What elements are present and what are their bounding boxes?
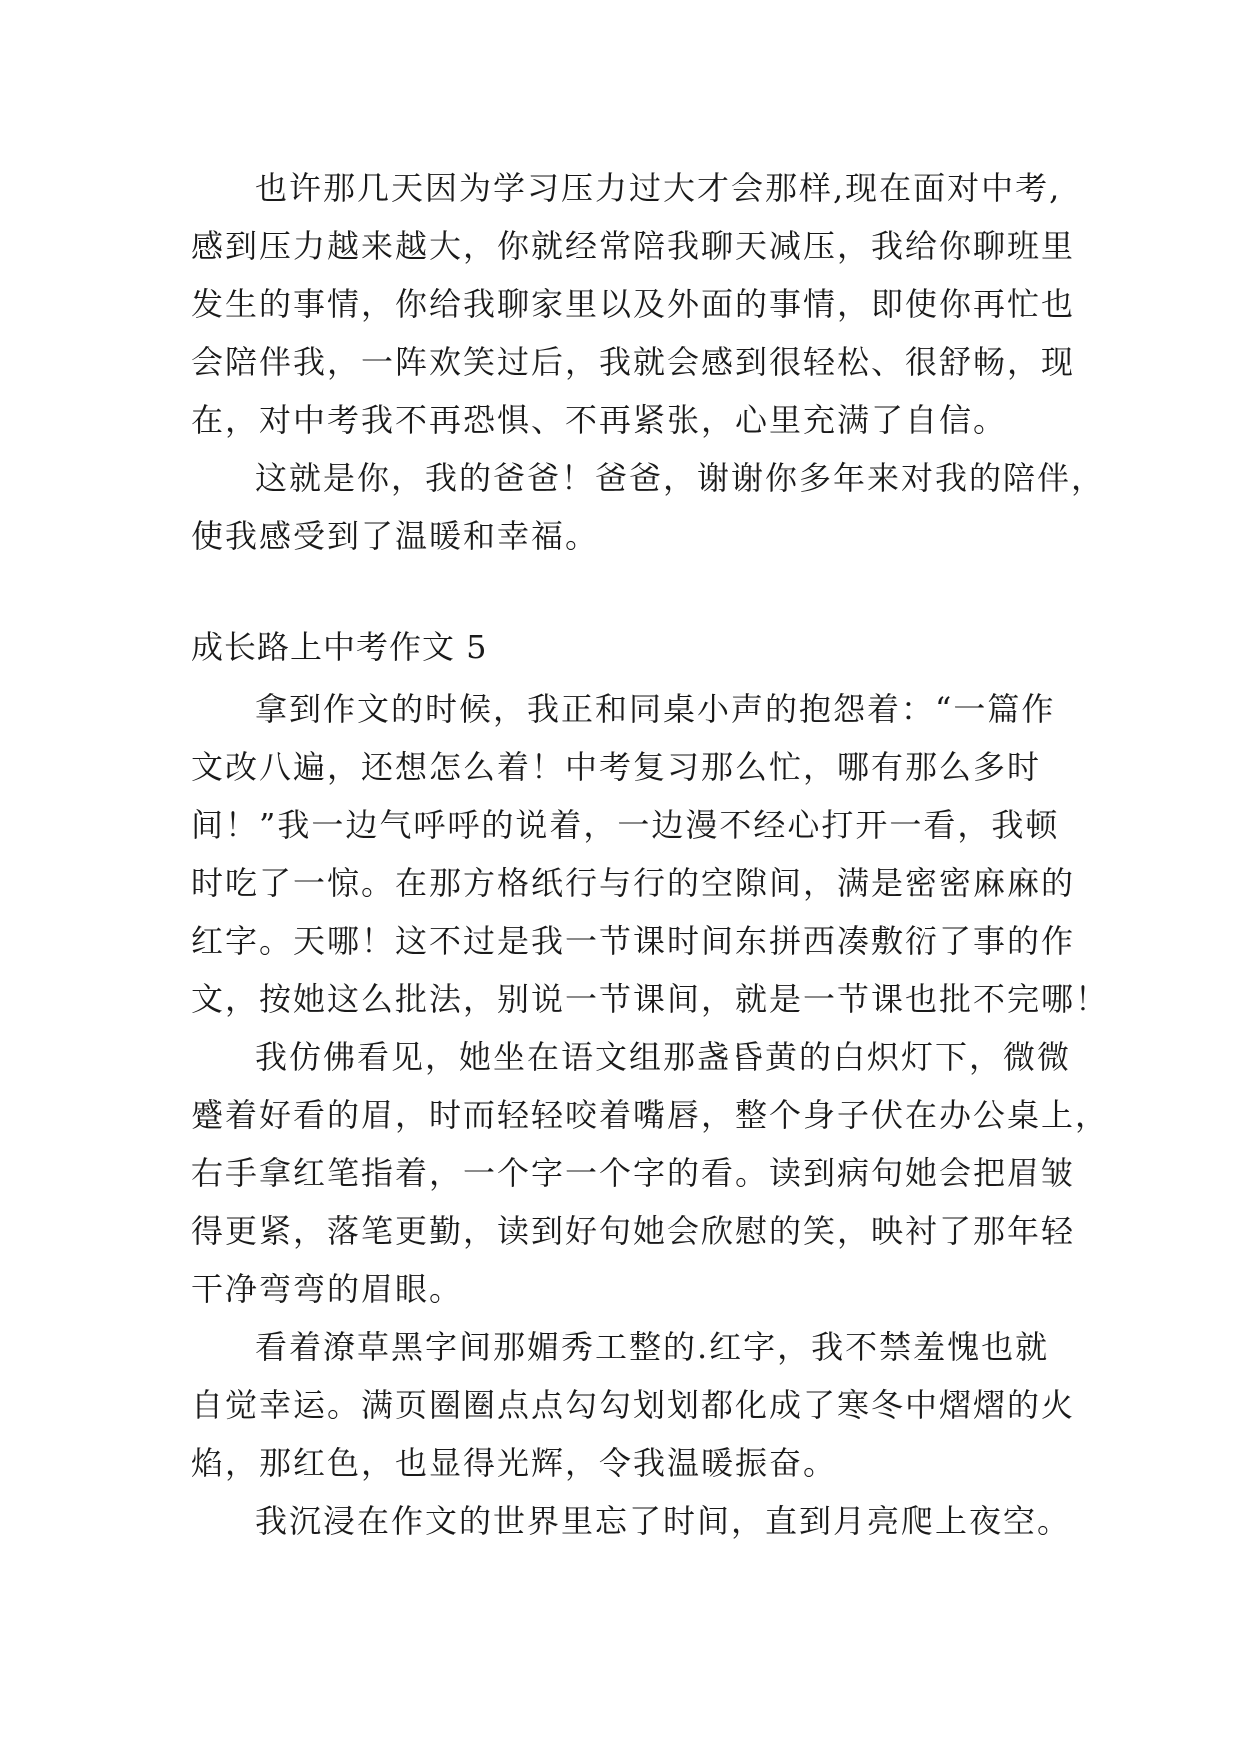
text-line: 蹙着好看的眉，时而轻轻咬着嘴唇，整个身子伏在办公桌上，: [191, 1096, 1110, 1134]
text-line: 我沉浸在作文的世界里忘了时间，直到月亮爬上夜空。: [255, 1502, 1072, 1540]
text-line: 文改八遍，还想怎么着！中考复习那么忙，哪有那么多时: [191, 748, 1042, 786]
text-line: 红字。天哪！这不过是我一节课时间东拼西凑敷衍了事的作: [191, 922, 1076, 960]
text-line: 感到压力越来越大，你就经常陪我聊天减压，我给你聊班里: [191, 227, 1076, 265]
text-line: 看着潦草黑字间那媚秀工整的.红字，我不禁羞愧也就: [255, 1328, 1050, 1366]
text-line: 自觉幸运。满页圈圈点点勾勾划划都化成了寒冬中熠熠的火: [191, 1386, 1076, 1424]
text-line: 发生的事情，你给我聊家里以及外面的事情，即使你再忙也: [191, 285, 1076, 323]
text-line: 我仿佛看见，她坐在语文组那盏昏黄的白炽灯下，微微: [255, 1038, 1072, 1076]
text-line: 也许那几天因为学习压力过大才会那样,现在面对中考,: [255, 169, 1062, 207]
text-line: 文，按她这么批法，别说一节课间，就是一节课也批不完哪！: [191, 980, 1110, 1018]
text-line: 焰，那红色，也显得光辉，令我温暖振奋。: [191, 1444, 838, 1482]
text-line: 会陪伴我，一阵欢笑过后，我就会感到很轻松、很舒畅，现: [191, 343, 1076, 381]
section-heading: 成长路上中考作文 5: [191, 628, 488, 666]
text-line: 拿到作文的时候，我正和同桌小声的抱怨着：“一篇作: [255, 690, 1056, 728]
text-line: 干净弯弯的眉眼。: [191, 1270, 464, 1308]
text-line: 间！”我一边气呼呼的说着，一边漫不经心打开一看，我顿: [191, 806, 1060, 844]
text-line: 右手拿红笔指着，一个字一个字的看。读到病句她会把眉皱: [191, 1154, 1076, 1192]
text-line: 时吃了一惊。在那方格纸行与行的空隙间，满是密密麻麻的: [191, 864, 1076, 902]
text-line: 得更紧，落笔更勤，读到好句她会欣慰的笑，映衬了那年轻: [191, 1212, 1076, 1250]
text-line: 使我感受到了温暖和幸福。: [191, 517, 600, 555]
text-line: 在，对中考我不再恐惧、不再紧张，心里充满了自信。: [191, 401, 1008, 439]
text-line: 这就是你，我的爸爸！爸爸，谢谢你多年来对我的陪伴，: [255, 459, 1106, 497]
